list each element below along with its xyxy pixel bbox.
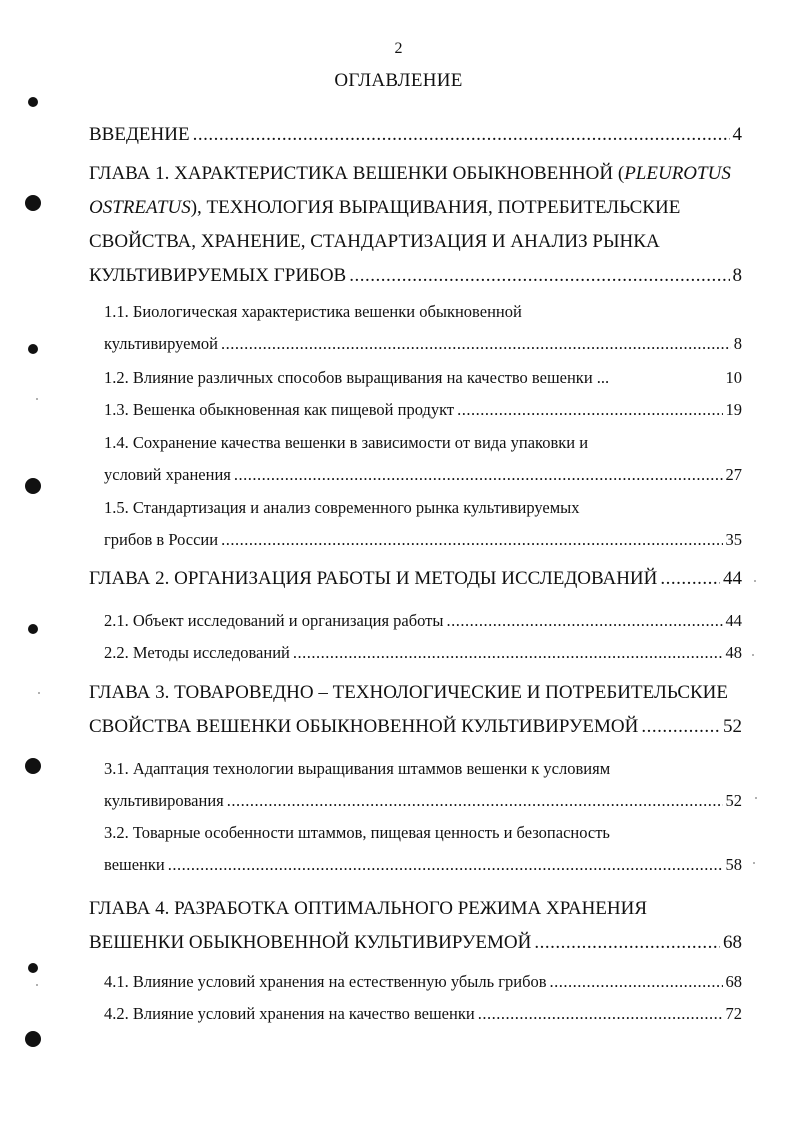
leader-dots [641, 710, 720, 744]
toc-entry-section-2-1[interactable] [104, 605, 742, 637]
toc-entry-section-1-2[interactable] [104, 362, 742, 394]
page-number: 2 [394, 40, 403, 57]
punch-hole [28, 97, 38, 107]
toc-entry-title-latin: PLEUROTUS [624, 163, 731, 184]
leader-dots [221, 328, 731, 360]
scan-speck [36, 398, 38, 400]
toc-page-number: 52 [723, 716, 742, 737]
toc-entry-title: ВЕШЕНКИ ОБЫКНОВЕННОЙ КУЛЬТИВИРУЕМОЙ [89, 932, 532, 953]
scan-speck [755, 797, 757, 799]
toc-entry-section-1-5[interactable] [104, 492, 742, 556]
toc-entry-title: СВОЙСТВА, ХРАНЕНИЕ, СТАНДАРТИЗАЦИЯ И АНАЛИЗ РЫНКА [89, 231, 660, 252]
toc-page-number: 58 [725, 855, 742, 874]
toc-entry-title: ВВЕДЕНИЕ [89, 124, 190, 145]
leader-dots [478, 998, 723, 1030]
toc-page-number: 48 [725, 643, 742, 662]
leader-dots [534, 926, 720, 960]
leader-dots [457, 394, 722, 426]
toc-page-number: 52 [725, 791, 742, 810]
toc-entry-chapter-4[interactable] [89, 892, 742, 960]
toc-page-number: 44 [723, 568, 742, 589]
toc-entry-title: ГЛАВА 1. ХАРАКТЕРИСТИКА ВЕШЕНКИ ОБЫКНОВЕННОЙ ( [89, 163, 625, 184]
toc-entry-title: условий хранения [104, 465, 231, 484]
toc-entry-section-3-1[interactable] [104, 753, 742, 817]
leader-dots [221, 524, 722, 556]
toc-entry-chapter-3[interactable] [89, 676, 742, 744]
toc-entry-title-latin: OSTREATUS [89, 197, 191, 218]
toc-entry-title: грибов в России [104, 530, 219, 549]
punch-hole [25, 478, 41, 494]
toc-entry-section-4-2[interactable] [104, 998, 742, 1030]
toc-page-number: 68 [725, 972, 742, 991]
toc-page-number: 44 [725, 611, 742, 630]
toc-entry-title: 1.5. Стандартизация и анализ современного рынка культивируемых [104, 498, 580, 517]
toc-entry-title: культивируемой [104, 334, 219, 353]
toc-entry-title: 1.4. Сохранение качества вешенки в зависимости от вида упаковки и [104, 433, 589, 452]
toc-entry-title: ), ТЕХНОЛОГИЯ ВЫРАЩИВАНИЯ, ПОТРЕБИТЕЛЬСКИЕ [190, 197, 681, 218]
toc-entry-title: 1.3. Вешенка обыкновенная как пищевой продукт [104, 400, 455, 419]
leader-dots [193, 118, 730, 152]
toc-entry-title: КУЛЬТИВИРУЕМЫХ ГРИБОВ [89, 265, 347, 286]
leader-dots [293, 637, 723, 669]
toc-entry-section-2-2[interactable] [104, 637, 742, 669]
toc-entry-title: культивирования [104, 791, 224, 810]
toc-entry-title: 3.2. Товарные особенности штаммов, пищевая ценность и безопасность [104, 823, 610, 842]
toc-entry-title: вешенки [104, 855, 165, 874]
scan-speck [754, 580, 756, 582]
toc-entry-title: 4.2. Влияние условий хранения на качество вешенки [104, 1004, 475, 1023]
toc-entry-section-1-1[interactable] [104, 296, 742, 360]
toc-entry-title: ГЛАВА 3. ТОВАРОВЕДНО – ТЕХНОЛОГИЧЕСКИЕ И ПОТРЕБИТЕЛЬСКИЕ [89, 682, 728, 703]
toc-entry-title: ГЛАВА 4. РАЗРАБОТКА ОПТИМАЛЬНОГО РЕЖИМА ХРАНЕНИЯ [89, 898, 648, 919]
leader-dots [446, 605, 722, 637]
toc-entry-section-3-2[interactable] [104, 817, 742, 881]
toc-page-number: 27 [725, 465, 742, 484]
toc-entry-title: 4.1. Влияние условий хранения на естественную убыль грибов [104, 972, 547, 991]
leader-dots [349, 259, 729, 293]
punch-hole [28, 624, 38, 634]
toc-entry-title: 1.1. Биологическая характеристика вешенки обыкновенной [104, 302, 522, 321]
toc-entry-title: ГЛАВА 2. ОРГАНИЗАЦИЯ РАБОТЫ И МЕТОДЫ ИССЛЕДОВАНИЙ [89, 568, 658, 589]
page-title: ОГЛАВЛЕНИЕ [334, 70, 463, 91]
toc-entry-title: СВОЙСТВА ВЕШЕНКИ ОБЫКНОВЕННОЙ КУЛЬТИВИРУЕМОЙ [89, 716, 639, 737]
punch-hole [25, 758, 41, 774]
leader-dots [660, 562, 720, 596]
scan-speck [752, 654, 754, 656]
toc-page-number: 8 [732, 265, 742, 286]
punch-hole [25, 195, 41, 211]
toc-entry-title: 3.1. Адаптация технологии выращивания штаммов вешенки к условиям [104, 759, 611, 778]
toc-entry-title: 1.2. Влияние различных способов выращивания на качество вешенки ... [104, 368, 610, 387]
scan-speck [753, 862, 755, 864]
toc-page-number: 72 [725, 1004, 742, 1023]
scan-speck [36, 984, 38, 986]
punch-hole [25, 1031, 41, 1047]
toc-page-number: 19 [725, 400, 742, 419]
toc-entry-chapter-2[interactable] [89, 562, 742, 596]
leader-dots [227, 785, 723, 817]
toc-entry-section-1-4[interactable] [104, 427, 742, 491]
leader-dots [234, 459, 723, 491]
leader-dots [168, 849, 723, 881]
punch-hole [28, 344, 38, 354]
toc-page-number: 10 [725, 368, 742, 387]
toc-entry-chapter-1[interactable] [89, 157, 742, 293]
scan-speck [38, 692, 40, 694]
toc-page-number: 4 [732, 124, 742, 145]
toc-entry-title: 2.2. Методы исследований [104, 643, 290, 662]
toc-page-number: 8 [733, 334, 742, 353]
toc-entry-section-4-1[interactable] [104, 966, 742, 998]
toc-page-number: 35 [725, 530, 742, 549]
toc-entry-section-1-3[interactable] [104, 394, 742, 426]
toc-entry-introduction[interactable] [89, 118, 742, 152]
toc-entry-title: 2.1. Объект исследований и организация работы [104, 611, 444, 630]
toc-page-number: 68 [723, 932, 742, 953]
punch-hole [28, 963, 38, 973]
leader-dots [550, 966, 723, 998]
